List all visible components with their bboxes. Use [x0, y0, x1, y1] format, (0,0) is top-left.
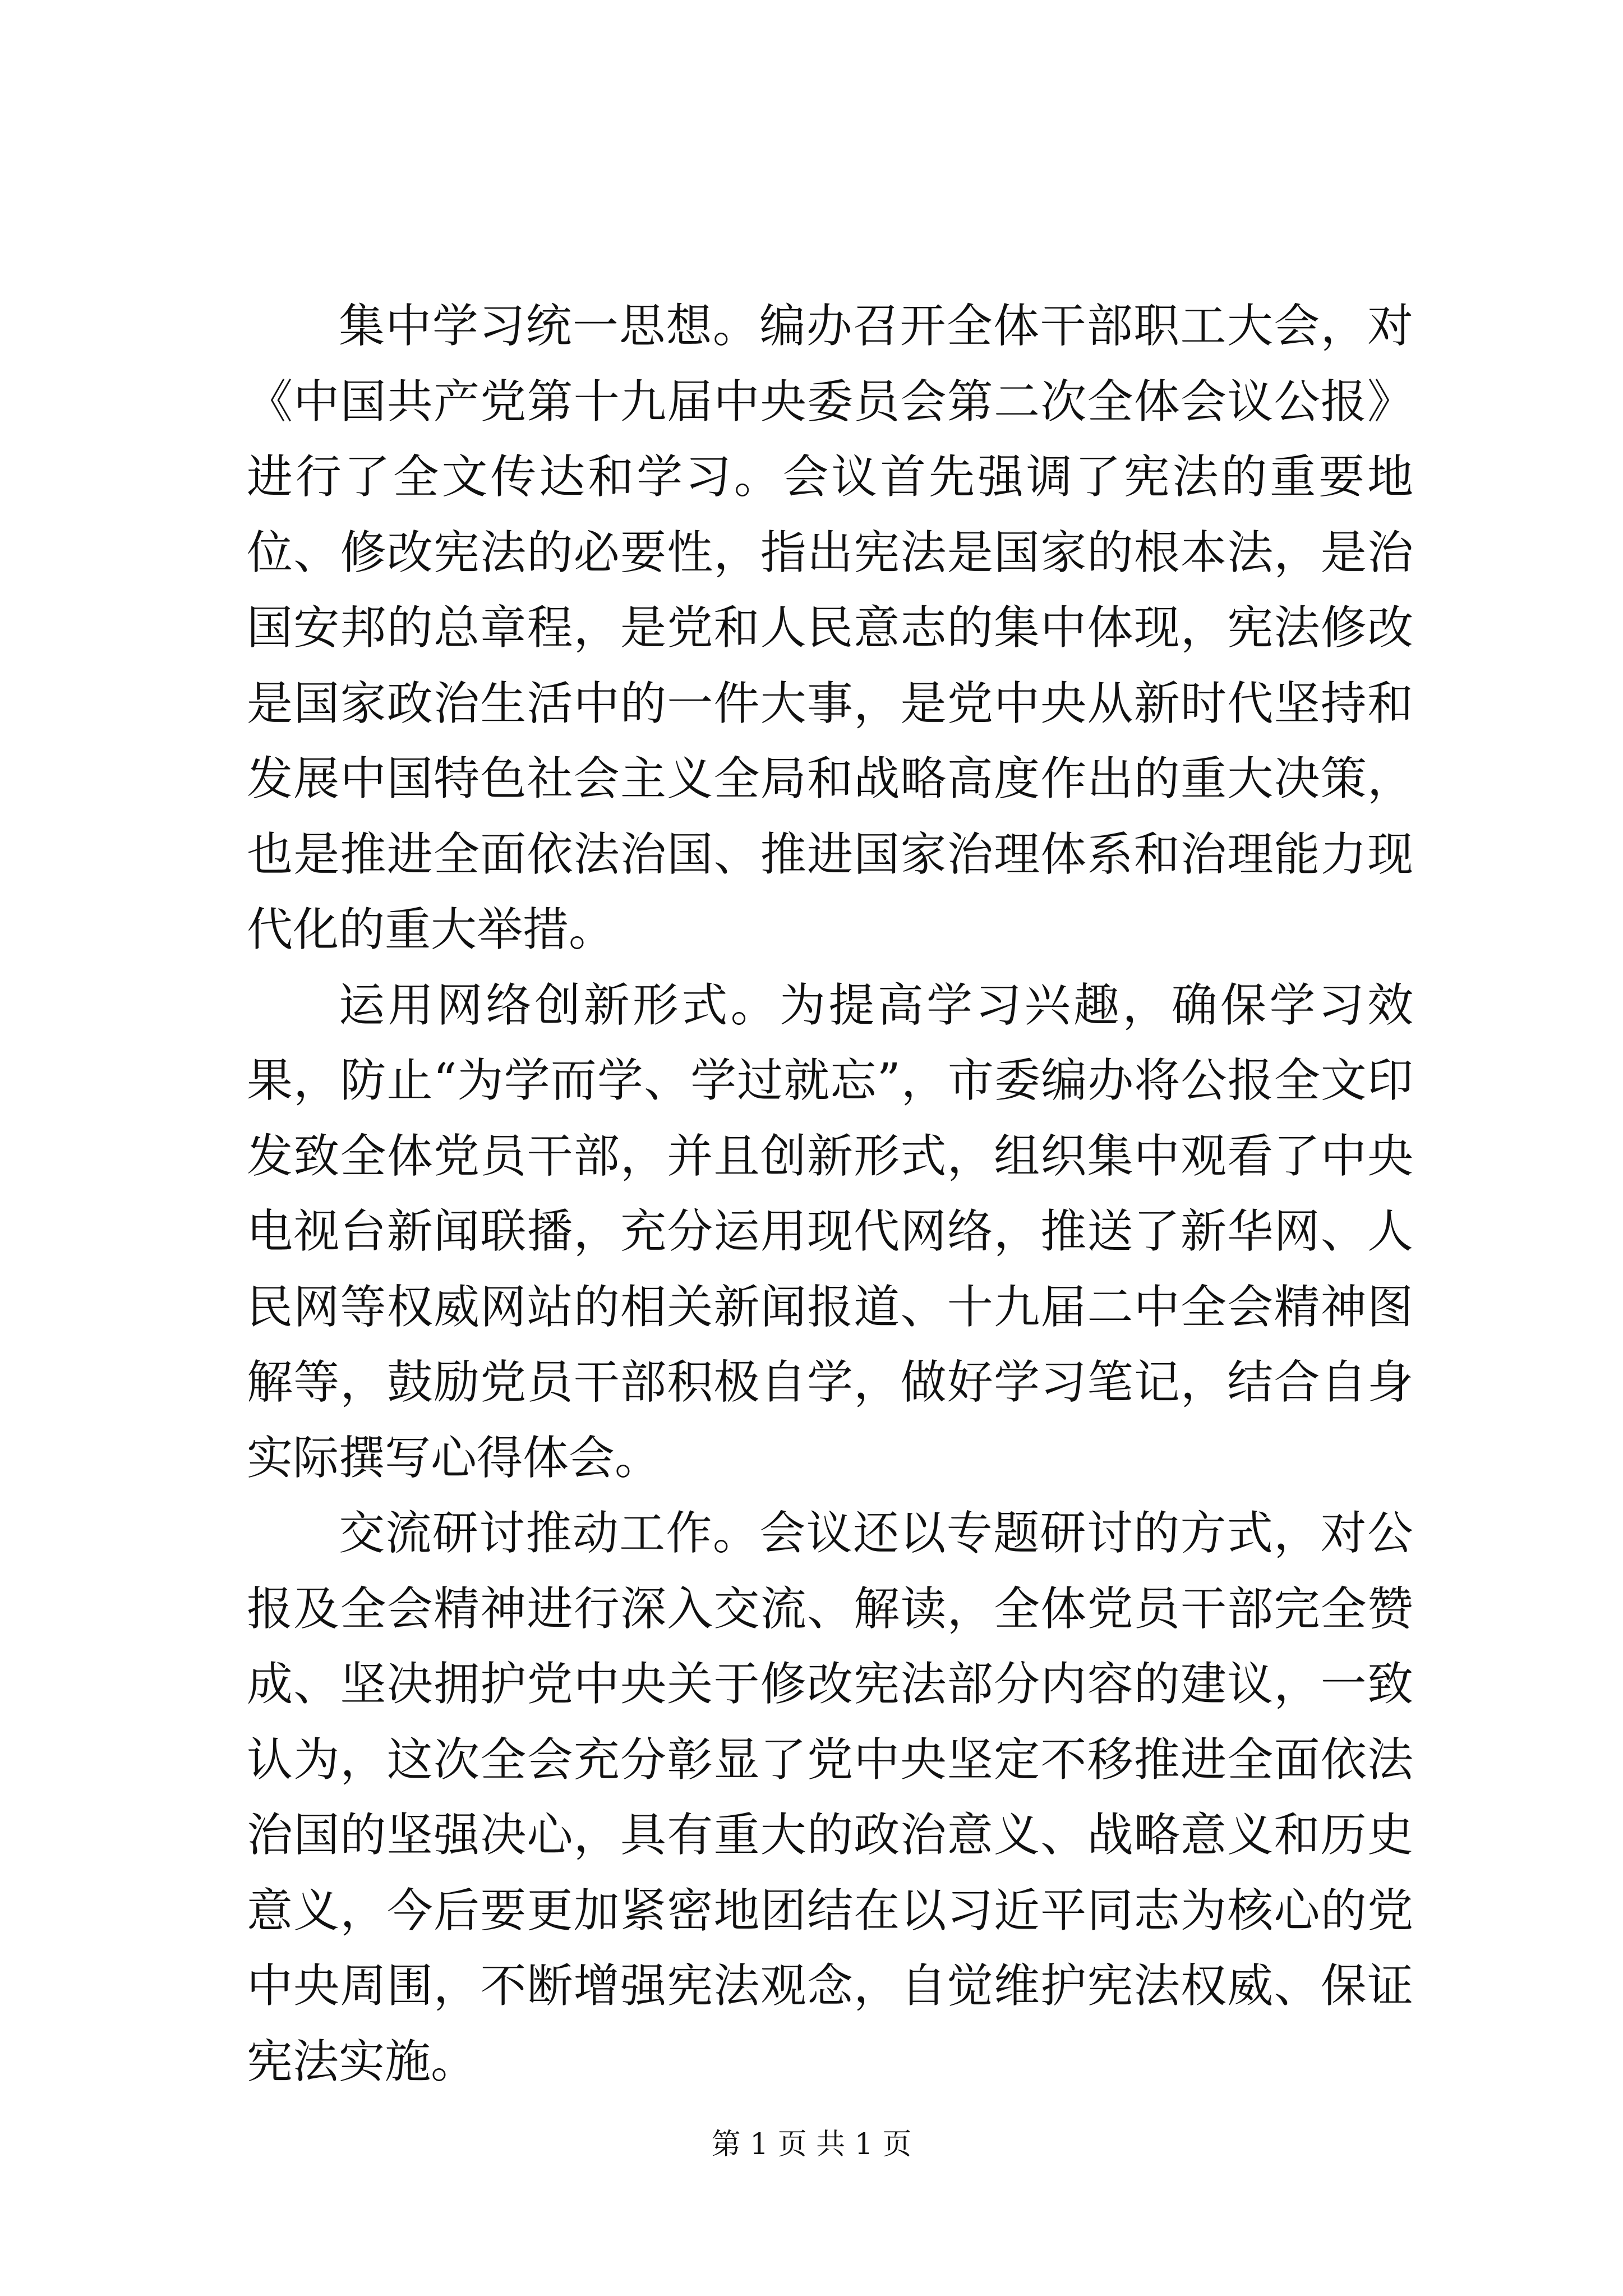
paragraph-discussion: 交流研讨推动工作。会议还以专题研讨的方式，对公报及全会精神进行深入交流、解读，全体党员干部完全赞成、坚决拥护党中央关于修改宪法部分内容的建议，一致认为，这次全会充分彰显了党中央坚定不移推进全面依法治国的坚强决心，具有重大的政治意义、战略意义和历史意义，今后要更加紧密地团结在以习近平同志为核心的党中央周围，不断增强宪法观念，自觉维护宪法权威、保证宪法实施。 [247, 1507, 1413, 2088]
document-body [247, 289, 1413, 2100]
paragraph-study: 集中学习统一思想。编办召开全体干部职工大会，对《中国共产党第十九届中央委员会第二次全体会议公报》进行了全文传达和学习。会议首先强调了宪法的重要地位、修改宪法的必要性，指出宪法是国家的根本法，是治国安邦的总章程，是党和人民意志的集中体现，宪法修改是国家政治生活中的一件大事，是党中央从新时代坚持和发展中国特色社会主义全局和战略高度作出的重大决策，也是推进全面依法治国、推进国家治理体系和治理能力现代化的重大举措。 [247, 300, 1413, 956]
paragraph-network: 运用网络创新形式。为提高学习兴趣，确保学习效果，防止“为学而学、学过就忘”，市委编办将公报全文印发致全体党员干部，并且创新形式，组织集中观看了中央电视台新闻联播，充分运用现代网络，推送了新华网、人民网等权威网站的相关新闻报道、十九届二中全会精神图解等，鼓励党员干部积极自学，做好学习笔记，结合自身实际撰写心得体会。 [247, 978, 1413, 1485]
page-footer: 第 1 页 共 1 页 [711, 2128, 912, 2161]
